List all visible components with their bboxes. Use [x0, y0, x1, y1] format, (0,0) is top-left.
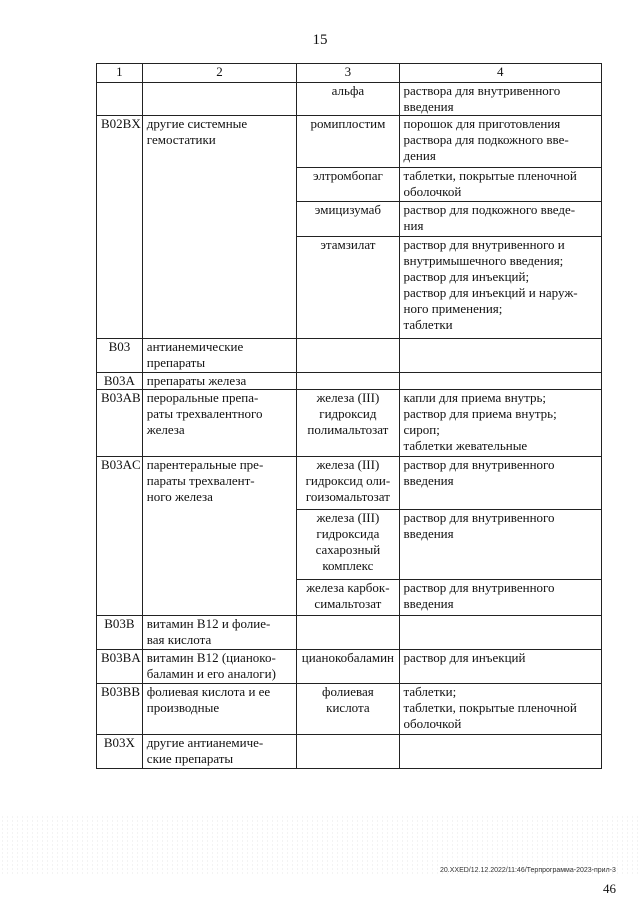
group-cell: другие антианемиче- ские препараты [142, 735, 296, 769]
drug-cell [297, 339, 399, 373]
table-row [97, 116, 602, 168]
group-cell: другие системные гемостатики [142, 116, 296, 339]
table-row [97, 616, 602, 650]
form-cell: капли для приема внутрь; раствор для приема внутрь; сироп; таблетки жевательные [399, 390, 601, 457]
header-cell: 4 [399, 64, 601, 83]
group-cell: пероральные препа- раты трехвалентного железа [142, 390, 296, 457]
group-cell: препараты железа [142, 373, 296, 390]
atc-code-cell: B03 [97, 339, 143, 373]
atc-code-cell: B03AC [97, 457, 143, 616]
form-cell: раствор для внутривенного и внутримышечного введения; раствор для инъекций; раствор для инъекций и наруж- ного применения; таблетки [399, 236, 601, 338]
group-cell: парентеральные пре- параты трехвалент- ного железа [142, 457, 296, 616]
scan-noise [0, 815, 640, 875]
drug-cell: железа (III) гидроксида сахарозный комплекс [297, 510, 399, 580]
form-cell [399, 339, 601, 373]
group-cell [142, 83, 296, 116]
header-cell: 2 [142, 64, 296, 83]
drug-cell [297, 373, 399, 390]
document-code: 20.XXED/12.12.2022/11:46/Терпрограмма-2023-прил-3 [440, 867, 616, 874]
drug-table [96, 63, 602, 769]
form-cell: раствор для внутривенного введения [399, 579, 601, 615]
drug-cell: эмицизумаб [297, 202, 399, 236]
table-row [97, 390, 602, 457]
atc-code-cell: B03BB [97, 684, 143, 735]
table-row [97, 339, 602, 373]
atc-code-cell [97, 83, 143, 116]
atc-code-cell: B02BX [97, 116, 143, 339]
drug-cell [297, 735, 399, 769]
group-cell: антианемические препараты [142, 339, 296, 373]
drug-cell: ромиплостим [297, 116, 399, 168]
drug-cell: альфа [297, 83, 399, 116]
atc-code-cell: B03AB [97, 390, 143, 457]
form-cell: таблетки, покрытые пленочной оболочкой [399, 167, 601, 201]
drug-cell: фолиевая кислота [297, 684, 399, 735]
atc-code-cell: B03A [97, 373, 143, 390]
table-row [97, 83, 602, 116]
form-cell: раствор для внутривенного введения [399, 510, 601, 580]
footer-page-number: 46 [603, 881, 616, 896]
form-cell: таблетки; таблетки, покрытые пленочной оболочкой [399, 684, 601, 735]
header-cell: 3 [297, 64, 399, 83]
form-cell: раствора для внутривенного введения [399, 83, 601, 116]
atc-code-cell: B03X [97, 735, 143, 769]
drug-cell: цианокобаламин [297, 650, 399, 684]
group-cell: витамин B12 и фолие- вая кислота [142, 616, 296, 650]
atc-code-cell: B03B [97, 616, 143, 650]
table-row [97, 684, 602, 735]
atc-code-cell: B03BA [97, 650, 143, 684]
table-row [97, 373, 602, 390]
drug-cell: элтромбопаг [297, 167, 399, 201]
header-cell: 1 [97, 64, 143, 83]
form-cell: раствор для инъекций [399, 650, 601, 684]
form-cell: раствор для внутривенного введения [399, 457, 601, 510]
drug-cell [297, 616, 399, 650]
form-cell [399, 616, 601, 650]
drug-cell: железа (III) гидроксид полимальтозат [297, 390, 399, 457]
form-cell [399, 373, 601, 390]
form-cell: порошок для приготовления раствора для подкожного вве- дения [399, 116, 601, 168]
drug-cell: железа карбок- симальтозат [297, 579, 399, 615]
table-row [97, 735, 602, 769]
group-cell: витамин B12 (цианоко- баламин и его аналоги) [142, 650, 296, 684]
group-cell: фолиевая кислота и ее производные [142, 684, 296, 735]
table-row [97, 457, 602, 510]
table-row [97, 650, 602, 684]
drug-cell: этамзилат [297, 236, 399, 338]
page-number: 15 [312, 32, 328, 48]
table-header-row [97, 64, 602, 83]
form-cell [399, 735, 601, 769]
form-cell: раствор для подкожного введе- ния [399, 202, 601, 236]
drug-cell: железа (III) гидроксид оли- гоизомальтозат [297, 457, 399, 510]
